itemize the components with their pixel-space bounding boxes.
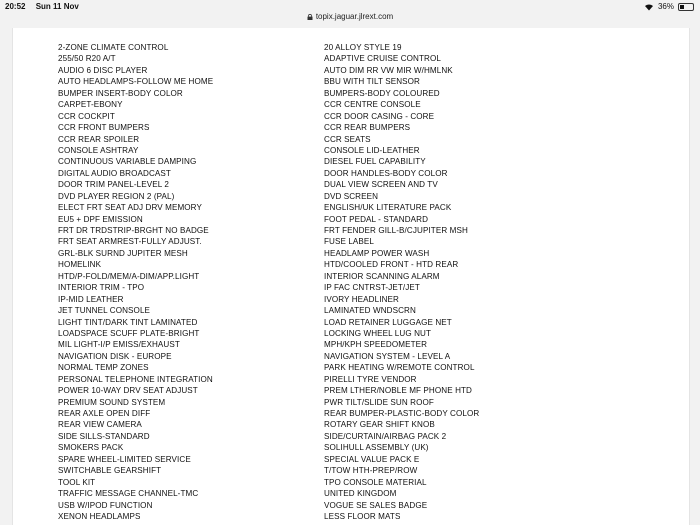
feature-item: NAVIGATION SYSTEM - LEVEL A — [324, 351, 451, 361]
feature-item: DVD SCREEN — [324, 191, 379, 201]
feature-item: PWR TILT/SLIDE SUN ROOF — [324, 397, 434, 407]
feature-item: FRT DR TRDSTRIP-BRGHT NO BADGE — [58, 226, 209, 235]
feature-item: BUMPER INSERT-BODY COLOR — [58, 88, 183, 98]
feature-item: FRT SEAT ARMREST-FULLY ADJUST. — [58, 237, 202, 247]
feature-item: IVORY HEADLINER — [324, 294, 399, 304]
feature-item: AUDIO 6 DISC PLAYER — [58, 65, 148, 75]
feature-item: TRAFFIC MESSAGE CHANNEL-TMC — [58, 489, 199, 499]
feature-item: TOOL KIT — [58, 477, 96, 487]
feature-item: POWER 10-WAY DRV SEAT ADJUST — [58, 386, 198, 396]
feature-item: DOOR HANDLES-BODY COLOR — [324, 168, 448, 178]
page-content — [12, 28, 690, 525]
feature-item: ELECT FRT SEAT ADJ DRV MEMORY — [58, 203, 202, 213]
feature-item: AUTO HEADLAMPS-FOLLOW ME HOME — [58, 77, 214, 87]
feature-item: JET TUNNEL CONSOLE — [58, 306, 151, 316]
feature-item: ROTARY GEAR SHIFT KNOB — [324, 420, 435, 430]
feature-item: CONSOLE LID-LEATHER — [324, 145, 420, 155]
feature-item: SOLIHULL ASSEMBLY (UK) — [324, 443, 429, 453]
status-time: 20:52 — [5, 2, 26, 11]
feature-item: SPECIAL VALUE PACK E — [324, 454, 420, 464]
feature-item: MPH/KPH SPEEDOMETER — [324, 340, 428, 350]
address-bar[interactable] — [0, 12, 700, 26]
feature-item: CCR REAR BUMPERS — [324, 123, 411, 133]
feature-item: IP-MID LEATHER — [58, 294, 124, 304]
feature-item: SIDE/CURTAIN/AIRBAG PACK 2 — [324, 431, 447, 441]
feature-item: SWITCHABLE GEARSHIFT — [58, 466, 162, 476]
feature-item: HOMELINK — [58, 260, 102, 270]
feature-item: PERSONAL TELEPHONE INTEGRATION — [58, 374, 213, 384]
feature-item: UNITED KINGDOM — [324, 489, 397, 499]
feature-item: HTD/P-FOLD/MEM/A-DIM/APP.LIGHT — [58, 271, 200, 281]
feature-item: AUTO DIM RR VW MIR W/HMLNK — [324, 65, 453, 75]
feature-item: DOOR TRIM PANEL-LEVEL 2 — [58, 180, 169, 190]
feature-item: DVD PLAYER REGION 2 (PAL) — [58, 191, 175, 201]
status-left — [5, 2, 87, 11]
feature-item: LESS FLOOR MATS — [324, 511, 401, 521]
wifi-icon — [644, 3, 654, 11]
feature-item: LAMINATED WNDSCRN — [324, 306, 416, 316]
feature-item: LIGHT TINT/DARK TINT LAMINATED — [58, 317, 198, 327]
feature-item: DIESEL FUEL CAPABILITY — [324, 157, 426, 167]
feature-item: BUMPERS-BODY COLOURED — [324, 88, 440, 98]
feature-item: DUAL VIEW SCREEN AND TV — [324, 180, 438, 190]
status-right — [644, 2, 694, 11]
feature-item: MIL LIGHT-I/P EMISS/EXHAUST — [58, 340, 180, 350]
feature-item: VOGUE SE SALES BADGE — [324, 500, 428, 510]
feature-list-right — [324, 42, 479, 522]
feature-item: HEADLAMP POWER WASH — [324, 248, 430, 258]
feature-item: CCR DOOR CASING - CORE — [324, 111, 435, 121]
feature-item: LOADSPACE SCUFF PLATE-BRIGHT — [58, 328, 200, 338]
feature-list-left — [58, 42, 213, 522]
feature-item: CCR COCKPIT — [58, 111, 115, 121]
feature-item: CARPET-EBONY — [58, 100, 123, 110]
feature-item: FRT FENDER GILL-B/CJUPITER MSH — [324, 226, 468, 235]
feature-item: FOOT PEDAL - STANDARD — [324, 214, 429, 224]
feature-item: DIGITAL AUDIO BROADCAST — [58, 168, 171, 178]
feature-item: 255/50 R20 A/T — [58, 54, 116, 64]
url-text: topix.jaguar.jlrext.com — [315, 12, 394, 21]
battery-percent: 36% — [657, 2, 674, 11]
feature-item: CCR REAR SPOILER — [58, 134, 140, 144]
feature-item: LOAD RETAINER LUGGAGE NET — [324, 317, 452, 327]
feature-item: PREM LTHER/NOBLE MF PHONE HTD — [324, 386, 473, 396]
feature-item: GRL-BLK SURND JUPITER MESH — [58, 248, 188, 258]
feature-item: PREMIUM SOUND SYSTEM — [58, 397, 166, 407]
feature-item: USB W/IPOD FUNCTION — [58, 500, 153, 510]
feature-item: PIRELLI TYRE VENDOR — [324, 374, 417, 384]
feature-item: CONSOLE ASHTRAY — [58, 145, 139, 155]
feature-item: CCR SEATS — [324, 134, 371, 144]
feature-item: SMOKERS PACK — [58, 443, 124, 453]
feature-item: FUSE LABEL — [324, 237, 375, 247]
feature-item: PARK HEATING W/REMOTE CONTROL — [324, 363, 475, 373]
feature-item: INTERIOR SCANNING ALARM — [324, 271, 440, 281]
feature-item: CONTINUOUS VARIABLE DAMPING — [58, 157, 197, 167]
feature-item: 2-ZONE CLIMATE CONTROL — [58, 43, 169, 52]
feature-item: EU5 + DPF EMISSION — [58, 214, 143, 224]
feature-item: CCR FRONT BUMPERS — [58, 123, 150, 133]
lock-icon — [307, 14, 313, 20]
status-date: Sun 11 Nov — [35, 2, 79, 11]
feature-item: LOCKING WHEEL LUG NUT — [324, 328, 432, 338]
feature-item: SPARE WHEEL-LIMITED SERVICE — [58, 454, 191, 464]
feature-item: T/TOW HTH-PREP/ROW — [324, 466, 418, 476]
feature-item: XENON HEADLAMPS — [58, 511, 141, 521]
feature-item: 20 ALLOY STYLE 19 — [324, 43, 402, 52]
feature-item: REAR AXLE OPEN DIFF — [58, 409, 151, 418]
feature-item: CCR CENTRE CONSOLE — [324, 100, 421, 110]
battery-fill — [680, 5, 684, 9]
battery-icon — [678, 3, 694, 11]
feature-item: INTERIOR TRIM - TPO — [58, 283, 145, 293]
feature-item: REAR BUMPER-PLASTIC-BODY COLOR — [324, 409, 480, 418]
feature-item: ADAPTIVE CRUISE CONTROL — [324, 54, 441, 64]
feature-item: NAVIGATION DISK - EUROPE — [58, 351, 172, 361]
feature-item: IP FAC CNTRST-JET/JET — [324, 283, 420, 293]
feature-item: HTD/COOLED FRONT - HTD REAR — [324, 260, 459, 270]
feature-item: REAR VIEW CAMERA — [58, 420, 142, 430]
feature-item: TPO CONSOLE MATERIAL — [324, 477, 427, 487]
feature-item: NORMAL TEMP ZONES — [58, 363, 149, 373]
feature-item: ENGLISH/UK LITERATURE PACK — [324, 203, 452, 213]
feature-item: SIDE SILLS-STANDARD — [58, 431, 150, 441]
feature-item: BBU WITH TILT SENSOR — [324, 77, 420, 87]
